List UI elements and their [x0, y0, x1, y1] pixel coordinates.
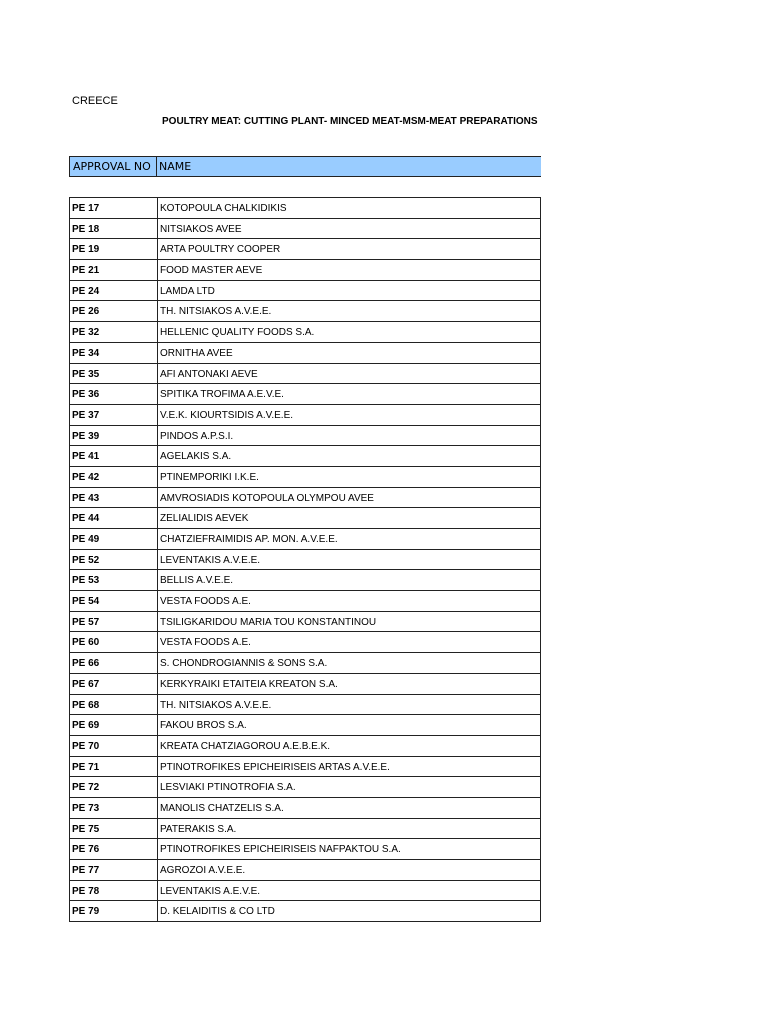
name-cell: V.E.K. KIOURTSIDIS A.V.E.E. — [160, 409, 294, 421]
table-row — [69, 550, 541, 571]
approval-no-cell: PE 39 — [70, 426, 158, 446]
approval-no-cell: PE 73 — [70, 798, 158, 818]
table-row — [69, 364, 541, 385]
table-row — [69, 819, 541, 840]
approval-no-cell: PE 41 — [70, 446, 158, 466]
approval-no-cell: PE 53 — [70, 570, 158, 590]
table-row — [69, 839, 541, 860]
approval-no-cell: PE 57 — [70, 612, 158, 632]
approval-no-cell: PE 43 — [70, 488, 158, 508]
table-row — [69, 343, 541, 364]
approval-no-cell: PE 21 — [70, 260, 158, 280]
table-row — [69, 467, 541, 488]
table-row — [69, 426, 541, 447]
country-label: CREECE — [72, 95, 118, 107]
table-row — [69, 860, 541, 881]
name-cell: AFI ANTONAKI AEVE — [160, 368, 258, 380]
table-row — [69, 488, 541, 509]
name-cell: NITSIAKOS AVEE — [160, 223, 242, 235]
name-cell: PTINOTROFIKES EPICHEIRISEIS ARTAS A.V.E.E. — [160, 761, 390, 773]
name-cell: AGELAKIS S.A. — [160, 451, 232, 463]
name-cell: LAMDA LTD — [160, 285, 215, 297]
table-row — [69, 612, 541, 633]
table-row — [69, 715, 541, 736]
approval-no-cell: PE 52 — [70, 550, 158, 570]
name-cell: S. CHONDROGIANNIS & SONS S.A. — [160, 658, 328, 670]
table-header — [69, 156, 541, 177]
table-row — [69, 757, 541, 778]
approvals-table — [69, 197, 541, 922]
name-cell: MANOLIS CHATZELIS S.A. — [160, 802, 284, 814]
table-row — [69, 570, 541, 591]
table-row — [69, 198, 541, 219]
name-cell: AMVROSIADIS KOTOPOULA OLYMPOU AVEE — [160, 492, 374, 504]
table-row — [69, 798, 541, 819]
name-cell: ORNITHA AVEE — [160, 347, 233, 359]
table-row — [69, 736, 541, 757]
name-cell: VESTA FOODS A.E. — [160, 596, 251, 608]
approval-no-cell: PE 17 — [70, 198, 158, 218]
approval-no-cell: PE 18 — [70, 219, 158, 239]
approval-no-cell: PE 37 — [70, 405, 158, 425]
name-cell: FAKOU BROS S.A. — [160, 720, 247, 732]
name-cell: SPITIKA TROFIMA A.E.V.E. — [160, 389, 284, 401]
name-cell: PTINOTROFIKES EPICHEIRISEIS NAFPAKTOU S.A. — [160, 844, 401, 856]
approval-no-cell: PE 32 — [70, 322, 158, 342]
table-row — [69, 632, 541, 653]
name-cell: AGROZOI A.V.E.E. — [160, 865, 246, 876]
approval-no-cell: PE 67 — [70, 674, 158, 694]
table-row — [69, 239, 541, 260]
name-cell: TSILIGKARIDOU MARIA TOU KONSTANTINOU — [160, 616, 377, 628]
name-cell: LEVENTAKIS A.E.V.E. — [160, 885, 261, 897]
name-cell: PINDOS A.P.S.I. — [160, 430, 234, 442]
name-cell: D. KELAIDITIS & CO LTD — [160, 906, 275, 918]
name-cell: BELLIS A.V.E.E. — [160, 575, 234, 587]
approval-no-cell: PE 68 — [70, 695, 158, 715]
approval-no-cell: PE 35 — [70, 364, 158, 384]
approval-no-cell: PE 71 — [70, 757, 158, 777]
column-header-name: NAME — [159, 160, 192, 173]
approval-no-cell: PE 70 — [70, 736, 158, 756]
approval-no-cell: PE 34 — [70, 343, 158, 363]
table-row — [69, 777, 541, 798]
approval-no-cell: PE 44 — [70, 508, 158, 528]
table-row — [69, 695, 541, 716]
table-row — [69, 591, 541, 612]
table-row — [69, 301, 541, 322]
name-cell: PATERAKIS S.A. — [160, 823, 237, 835]
table-row — [69, 446, 541, 467]
approval-no-cell: PE 19 — [70, 239, 158, 259]
name-cell: KOTOPOULA CHALKIDIKIS — [160, 203, 287, 214]
approval-no-cell: PE 42 — [70, 467, 158, 487]
name-cell: TH. NITSIAKOS A.V.E.E. — [160, 699, 272, 711]
name-cell: FOOD MASTER AEVE — [160, 265, 263, 277]
name-cell: KERKYRAIKI ETAITEIA KREATON S.A. — [160, 678, 338, 690]
name-cell: HELLENIC QUALITY FOODS S.A. — [160, 327, 315, 339]
approval-no-cell: PE 24 — [70, 281, 158, 301]
approval-no-cell: PE 26 — [70, 301, 158, 321]
table-row — [69, 322, 541, 343]
table-row — [69, 529, 541, 550]
approval-no-cell: PE 78 — [70, 881, 158, 901]
approval-no-cell: PE 69 — [70, 715, 158, 735]
table-row — [69, 281, 541, 302]
name-cell: TH. NITSIAKOS A.V.E.E. — [160, 306, 272, 318]
table-row — [69, 881, 541, 902]
approval-no-cell: PE 79 — [70, 901, 158, 921]
approval-no-cell: PE 66 — [70, 653, 158, 673]
table-row — [69, 674, 541, 695]
document-title: POULTRY MEAT: CUTTING PLANT- MINCED MEAT-MSM-MEAT PREPARATIONS — [162, 116, 538, 127]
table-row — [69, 219, 541, 240]
name-cell: LESVIAKI PTINOTROFIA S.A. — [160, 782, 296, 794]
table-row — [69, 508, 541, 529]
approval-no-cell: PE 76 — [70, 839, 158, 859]
approval-no-cell: PE 60 — [70, 632, 158, 652]
name-cell: LEVENTAKIS A.V.E.E. — [160, 554, 261, 566]
table-row — [69, 260, 541, 281]
table-row — [69, 901, 541, 922]
approval-no-cell: PE 77 — [70, 860, 158, 880]
name-cell: KREATA CHATZIAGOROU A.E.B.E.K. — [160, 740, 331, 752]
column-header-approval-no: APPROVAL NO — [69, 157, 157, 176]
table-row — [69, 653, 541, 674]
name-cell: VESTA FOODS A.E. — [160, 637, 251, 649]
approval-no-cell: PE 72 — [70, 777, 158, 797]
name-cell: ZELIALIDIS AEVEK — [160, 513, 249, 525]
approval-no-cell: PE 54 — [70, 591, 158, 611]
name-cell: ARTA POULTRY COOPER — [160, 244, 281, 256]
name-cell: PTINEMPORIKI I.K.E. — [160, 471, 259, 483]
table-row — [69, 384, 541, 405]
approval-no-cell: PE 49 — [70, 529, 158, 549]
name-cell: CHATZIEFRAIMIDIS AP. MON. A.V.E.E. — [160, 534, 338, 545]
approval-no-cell: PE 75 — [70, 819, 158, 839]
approval-no-cell: PE 36 — [70, 384, 158, 404]
table-row — [69, 405, 541, 426]
